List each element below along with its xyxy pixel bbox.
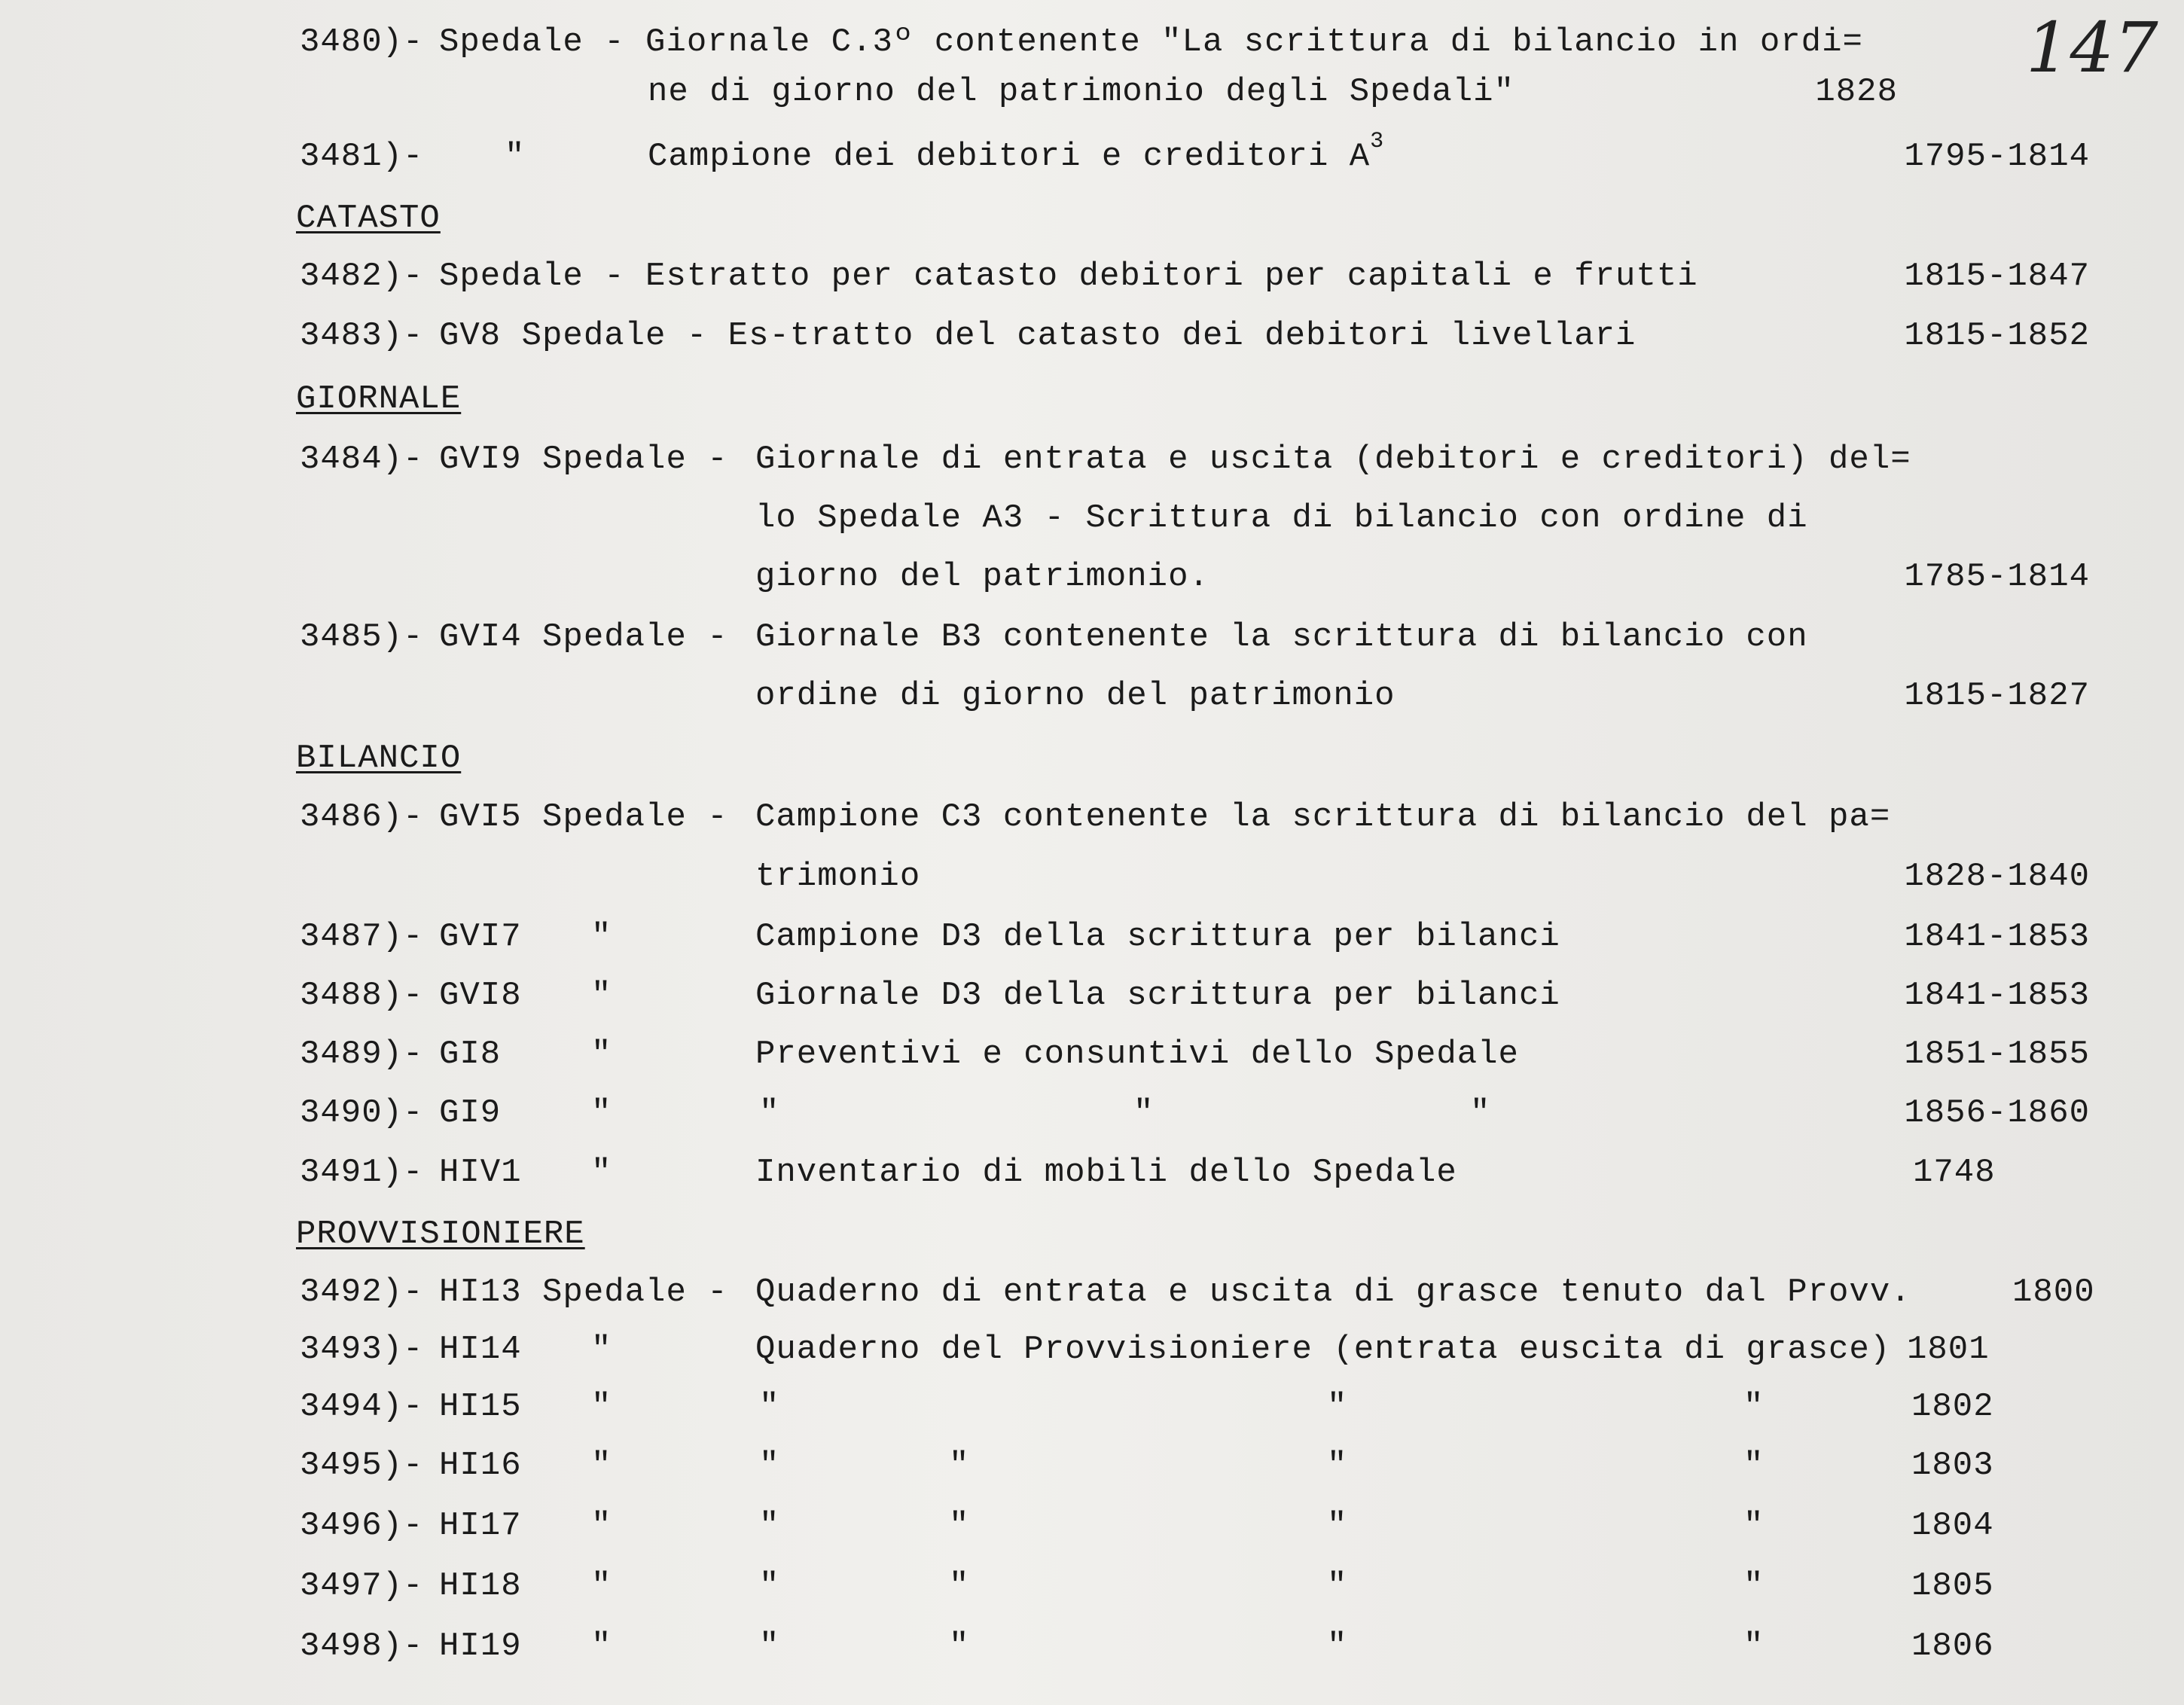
ditto-mark: " [1327,1388,1348,1426]
entry-code: HI19 [439,1627,522,1665]
entry-year: 1828 [1815,73,1898,111]
ditto-mark: " [1327,1567,1348,1605]
ditto-mark: " [505,138,526,175]
ditto-mark: " [1743,1388,1765,1426]
entry-year: 1815-1827 [1904,677,2090,715]
section-heading: PROVVISIONIERE [296,1215,585,1253]
entry-code: GVI7 [439,918,522,956]
entry-number: 3493)- [300,1331,424,1368]
ditto-mark: " [591,1036,612,1073]
entry-year: 1801 [1907,1331,1990,1368]
entry-number: 3497)- [300,1567,424,1605]
entry-year: 1748 [1913,1154,1996,1191]
ditto-mark: " [759,1507,780,1545]
ditto-mark: " [949,1507,970,1545]
entry-description: Giornale B3 contenente la scrittura di bilancio con [755,618,1808,656]
ditto-mark: " [1743,1507,1765,1545]
entry-year: 1802 [1911,1388,1994,1426]
ditto-mark: " [1743,1627,1765,1665]
ditto-mark: " [1743,1567,1765,1605]
entry-year: 1800 [2012,1273,2095,1311]
ditto-mark: " [591,1388,612,1426]
entry-code: HIV1 [439,1154,522,1191]
entry-code: HI13 Spedale - [439,1273,728,1311]
ditto-mark: " [949,1627,970,1665]
section-heading: GIORNALE [296,380,462,418]
entry-year: 1804 [1911,1507,1994,1545]
entry-description: trimonio [755,858,921,895]
ditto-mark: " [1327,1627,1348,1665]
entry-number: 3495)- [300,1447,424,1484]
entry-description-text: Campione dei debitori e creditori A [648,138,1371,175]
entry-description: Quaderno di entrata e uscita di grasce tenuto dal Provv. [755,1273,1911,1311]
entry-description: Giornale di entrata e uscita (debitori e creditori) del= [755,441,1911,478]
entry-code: HI16 [439,1447,522,1484]
ditto-mark: " [1327,1507,1348,1545]
ditto-mark: " [759,1388,780,1426]
entry-description: Spedale - Estratto per catasto debitori per capitali e frutti [439,258,1698,295]
entry-description: ne di giorno del patrimonio degli Spedali" [648,73,1514,111]
entry-number: 3480)- [300,23,424,61]
entry-number: 3485)- [300,618,424,656]
entry-code: HI18 [439,1567,522,1605]
entry-year: 1785-1814 [1904,558,2090,596]
ditto-mark: " [1327,1447,1348,1484]
entry-year: 1841-1853 [1904,918,2090,956]
entry-description: Preventivi e consuntivi dello Spedale [755,1036,1519,1073]
entry-number: 3498)- [300,1627,424,1665]
entry-number: 3488)- [300,977,424,1014]
entry-year: 1815-1852 [1904,317,2090,355]
entry-description: Campione C3 contenente la scrittura di bilancio del pa= [755,798,1891,836]
entry-number: 3483)- [300,317,424,355]
section-heading: CATASTO [296,200,441,237]
ditto-mark: " [949,1567,970,1605]
entry-description: Quaderno del Provvisioniere (entrata euscita di grasce) [755,1331,1891,1368]
entry-code: HI17 [439,1507,522,1545]
ditto-mark: " [591,1094,612,1132]
entry-year: 1815-1847 [1904,258,2090,295]
entry-year: 1841-1853 [1904,977,2090,1014]
entry-description [648,129,1385,175]
entry-description: Spedale - Giornale C.3º contenente "La scrittura di bilancio in ordi= [439,23,1863,61]
superscript: 3 [1370,129,1385,154]
entry-number: 3484)- [300,441,424,478]
entry-number: 3492)- [300,1273,424,1311]
entry-year: 1795-1814 [1904,138,2090,175]
page-number: 147 [2026,8,2158,88]
entry-description: lo Spedale A3 - Scrittura di bilancio con ordine di [755,499,1808,537]
entry-number: 3482)- [300,258,424,295]
ditto-mark: " [759,1447,780,1484]
entry-number: 3494)- [300,1388,424,1426]
ditto-mark: " [591,1507,612,1545]
entry-code: HI15 [439,1388,522,1426]
ditto-mark: " [591,918,612,956]
ditto-mark: " [591,1331,612,1368]
entry-description: Giornale D3 della scrittura per bilanci [755,977,1560,1014]
section-heading: BILANCIO [296,740,462,777]
entry-code: GVI9 Spedale - [439,441,728,478]
ditto-mark: " [949,1447,970,1484]
entry-number: 3491)- [300,1154,424,1191]
ditto-mark: " [591,977,612,1014]
ditto-mark: " [591,1154,612,1191]
entry-year: 1803 [1911,1447,1994,1484]
entry-year: 1851-1855 [1904,1036,2090,1073]
entry-code: GVI4 Spedale - [439,618,728,656]
entry-year: 1806 [1911,1627,1994,1665]
ditto-mark: " [591,1567,612,1605]
entry-number: 3486)- [300,798,424,836]
entry-code: HI14 [439,1331,522,1368]
entry-description: ordine di giorno del patrimonio [755,677,1396,715]
entry-code: GI8 [439,1036,502,1073]
entry-description: Campione D3 della scrittura per bilanci [755,918,1560,956]
entry-code: GI9 [439,1094,502,1132]
entry-description: GV8 Spedale - Es-tratto del catasto dei debitori livellari [439,317,1636,355]
entry-year: 1805 [1911,1567,1994,1605]
entry-number: 3496)- [300,1507,424,1545]
ditto-mark: " [759,1567,780,1605]
entry-description: giorno del patrimonio. [755,558,1209,596]
ditto-mark: " [1133,1094,1155,1132]
entry-year: 1828-1840 [1904,858,2090,895]
ditto-mark: " [1470,1094,1491,1132]
ditto-mark: " [759,1094,780,1132]
entry-number: 3489)- [300,1036,424,1073]
ditto-mark: " [759,1627,780,1665]
entry-number: 3481)- [300,138,424,175]
ditto-mark: " [591,1447,612,1484]
entry-code: GVI5 Spedale - [439,798,728,836]
entry-number: 3490)- [300,1094,424,1132]
entry-description: Inventario di mobili dello Spedale [755,1154,1457,1191]
entry-code: GVI8 [439,977,522,1014]
ditto-mark: " [1743,1447,1765,1484]
entry-number: 3487)- [300,918,424,956]
ditto-mark: " [591,1627,612,1665]
entry-year: 1856-1860 [1904,1094,2090,1132]
